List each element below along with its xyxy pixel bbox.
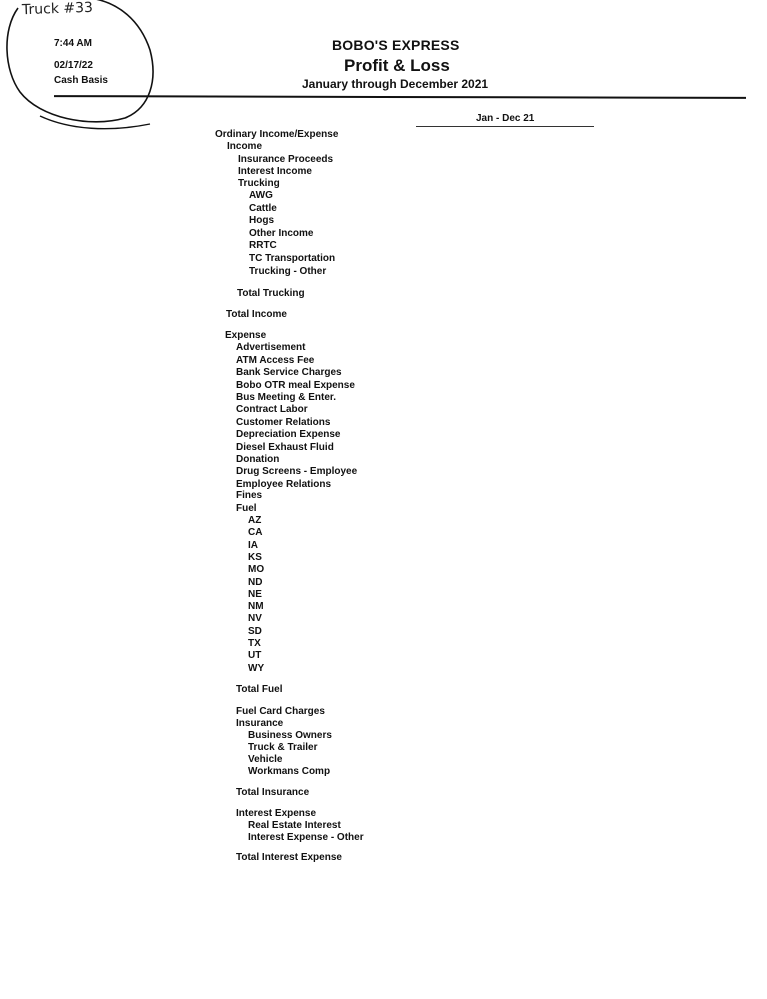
report-row: IA bbox=[248, 540, 258, 551]
report-row: TC Transportation bbox=[249, 253, 336, 264]
report-row: ATM Access Fee bbox=[236, 355, 315, 366]
report-row: Truck & Trailer bbox=[248, 742, 318, 753]
report-row: ND bbox=[248, 577, 263, 588]
report-row: NV bbox=[248, 613, 262, 624]
column-header: Jan - Dec 21 bbox=[476, 113, 535, 124]
report-row: Total Insurance bbox=[236, 787, 310, 798]
report-row: Bank Service Charges bbox=[236, 367, 342, 378]
report-row: AWG bbox=[249, 190, 273, 201]
report-row: Fuel Card Charges bbox=[236, 706, 325, 717]
report-row: SD bbox=[248, 626, 262, 637]
report-row: Employee Relations bbox=[236, 479, 332, 490]
report-row: Other Income bbox=[249, 228, 314, 239]
report-row: Bobo OTR meal Expense bbox=[236, 380, 355, 391]
report-row: MO bbox=[248, 564, 265, 575]
report-row: RRTC bbox=[249, 240, 277, 251]
report-row: NM bbox=[248, 601, 264, 612]
report-period: January through December 2021 bbox=[302, 77, 489, 91]
report-row: Total Trucking bbox=[237, 288, 305, 299]
handwritten-note: Truck #33 bbox=[21, 0, 94, 19]
report-row: Insurance bbox=[236, 718, 284, 729]
report-title: Profit & Loss bbox=[344, 56, 450, 75]
report-time: 7:44 AM bbox=[54, 38, 92, 49]
report-row: AZ bbox=[248, 515, 262, 526]
report-row: NE bbox=[248, 589, 262, 600]
report-row: Business Owners bbox=[248, 730, 332, 741]
report-row: Income bbox=[227, 141, 263, 152]
report-row: Total Interest Expense bbox=[236, 852, 342, 863]
report-row: Hogs bbox=[249, 215, 274, 226]
report-row: WY bbox=[248, 663, 265, 674]
report-row: Donation bbox=[236, 454, 280, 465]
report-row: Expense bbox=[225, 330, 267, 341]
report-row: Total Income bbox=[226, 309, 287, 320]
report-row: Interest Expense bbox=[236, 808, 317, 819]
column-header-underline bbox=[416, 126, 594, 127]
report-row: Trucking - Other bbox=[249, 266, 327, 277]
company-name: BOBO'S EXPRESS bbox=[332, 37, 460, 53]
report-row: Vehicle bbox=[248, 754, 283, 765]
report-row: Advertisement bbox=[236, 342, 306, 353]
report-row: Ordinary Income/Expense bbox=[215, 129, 339, 140]
report-row: Fines bbox=[236, 490, 263, 501]
report-basis: Cash Basis bbox=[54, 75, 108, 86]
report-row: KS bbox=[248, 552, 262, 563]
report-row: UT bbox=[248, 650, 262, 661]
report-row: Customer Relations bbox=[236, 417, 331, 428]
report-row: Contract Labor bbox=[236, 404, 308, 415]
report-date: 02/17/22 bbox=[54, 60, 93, 71]
report-row: Bus Meeting & Enter. bbox=[236, 392, 337, 403]
report-row: Depreciation Expense bbox=[236, 429, 341, 440]
report-row: Insurance Proceeds bbox=[238, 154, 334, 165]
report-row: Fuel bbox=[236, 503, 257, 514]
report-row: Real Estate Interest bbox=[248, 820, 341, 831]
report-row: CA bbox=[248, 527, 263, 538]
report-row: Interest Expense - Other bbox=[248, 832, 364, 843]
report-row: Drug Screens - Employee bbox=[236, 466, 358, 477]
report-row: Interest Income bbox=[238, 166, 312, 177]
report-row: Workmans Comp bbox=[248, 766, 331, 777]
report-row: TX bbox=[248, 638, 261, 649]
report-row: Diesel Exhaust Fluid bbox=[236, 442, 334, 453]
report-row: Trucking bbox=[238, 178, 280, 189]
report-row: Cattle bbox=[249, 203, 277, 214]
report-row: Total Fuel bbox=[236, 684, 283, 695]
